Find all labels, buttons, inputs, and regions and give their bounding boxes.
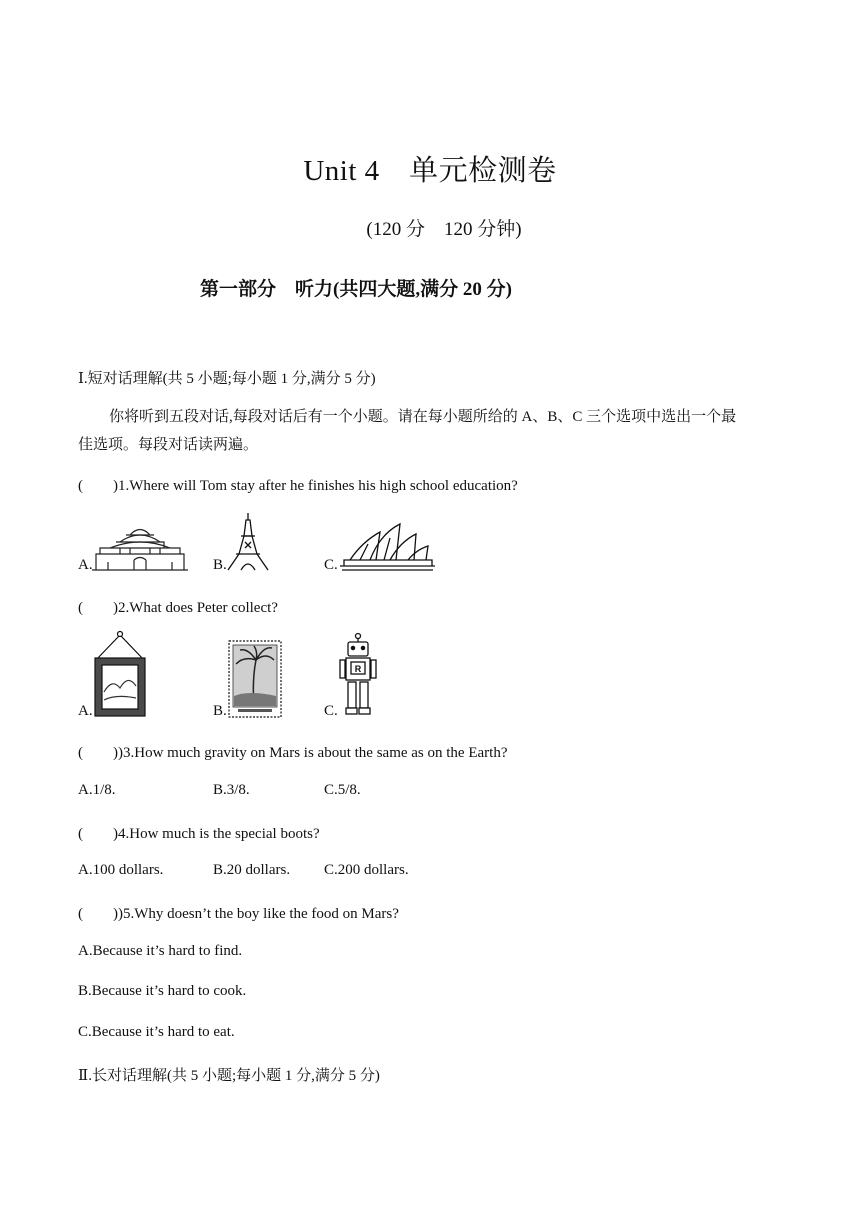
q1-option-b-label: B. — [213, 557, 227, 573]
q1-option-c-label: C. — [324, 557, 338, 573]
q3-option-a: A.1/8. — [78, 782, 116, 798]
section-2-heading: Ⅱ.长对话理解(共 5 小题;每小题 1 分,满分 5 分) — [78, 1068, 380, 1084]
section-1-instructions-line2: 佳选项。每段对话读两遍。 — [78, 437, 259, 453]
document-title: Unit 4 单元检测卷 — [303, 155, 557, 187]
eiffel-tower-icon — [225, 512, 271, 572]
q4-option-b: B.20 dollars. — [213, 862, 291, 878]
part-heading: 第一部分 听力(共四大题,满分 20 分) — [200, 279, 512, 300]
section-1-heading: Ⅰ.短对话理解(共 5 小题;每小题 1 分,满分 5 分) — [78, 371, 376, 387]
q4-option-c: C.200 dollars. — [324, 862, 409, 878]
q2-option-b-label: B. — [213, 703, 227, 719]
q3-option-b: B.3/8. — [213, 782, 250, 798]
question-4-prompt: ( )4.How much is the special boots? — [78, 826, 320, 842]
question-5-prompt: ( ))5.Why doesn’t the boy like the food on Mars? — [78, 906, 399, 922]
q1-option-a-label: A. — [78, 557, 93, 573]
q2-option-a-label: A. — [78, 703, 93, 719]
q4-option-a: A.100 dollars. — [78, 862, 164, 878]
stamp-icon — [228, 640, 282, 718]
question-3-prompt: ( ))3.How much gravity on Mars is about the same as on the Earth? — [78, 745, 508, 761]
section-1-instructions-line1: 你将听到五段对话,每段对话后有一个小题。请在每小题所给的 A、B、C 三个选项中选出一个最 — [109, 409, 737, 425]
q5-option-c: C.Because it’s hard to eat. — [78, 1024, 235, 1040]
sydney-opera-house-icon — [340, 520, 435, 572]
document-subtitle: (120 分 120 分钟) — [366, 219, 522, 240]
q2-option-c-label: C. — [324, 703, 338, 719]
q3-option-c: C.5/8. — [324, 782, 361, 798]
tiananmen-icon — [90, 518, 190, 573]
q5-option-a: A.Because it’s hard to find. — [78, 943, 243, 959]
q5-option-b: B.Because it’s hard to cook. — [78, 983, 247, 999]
svg-text:R: R — [354, 664, 362, 674]
painting-icon — [92, 630, 148, 718]
robot-icon — [338, 632, 378, 718]
question-2-prompt: ( )2.What does Peter collect? — [78, 600, 278, 616]
question-1-prompt: ( )1.Where will Tom stay after he finishes his high school education? — [78, 478, 518, 494]
